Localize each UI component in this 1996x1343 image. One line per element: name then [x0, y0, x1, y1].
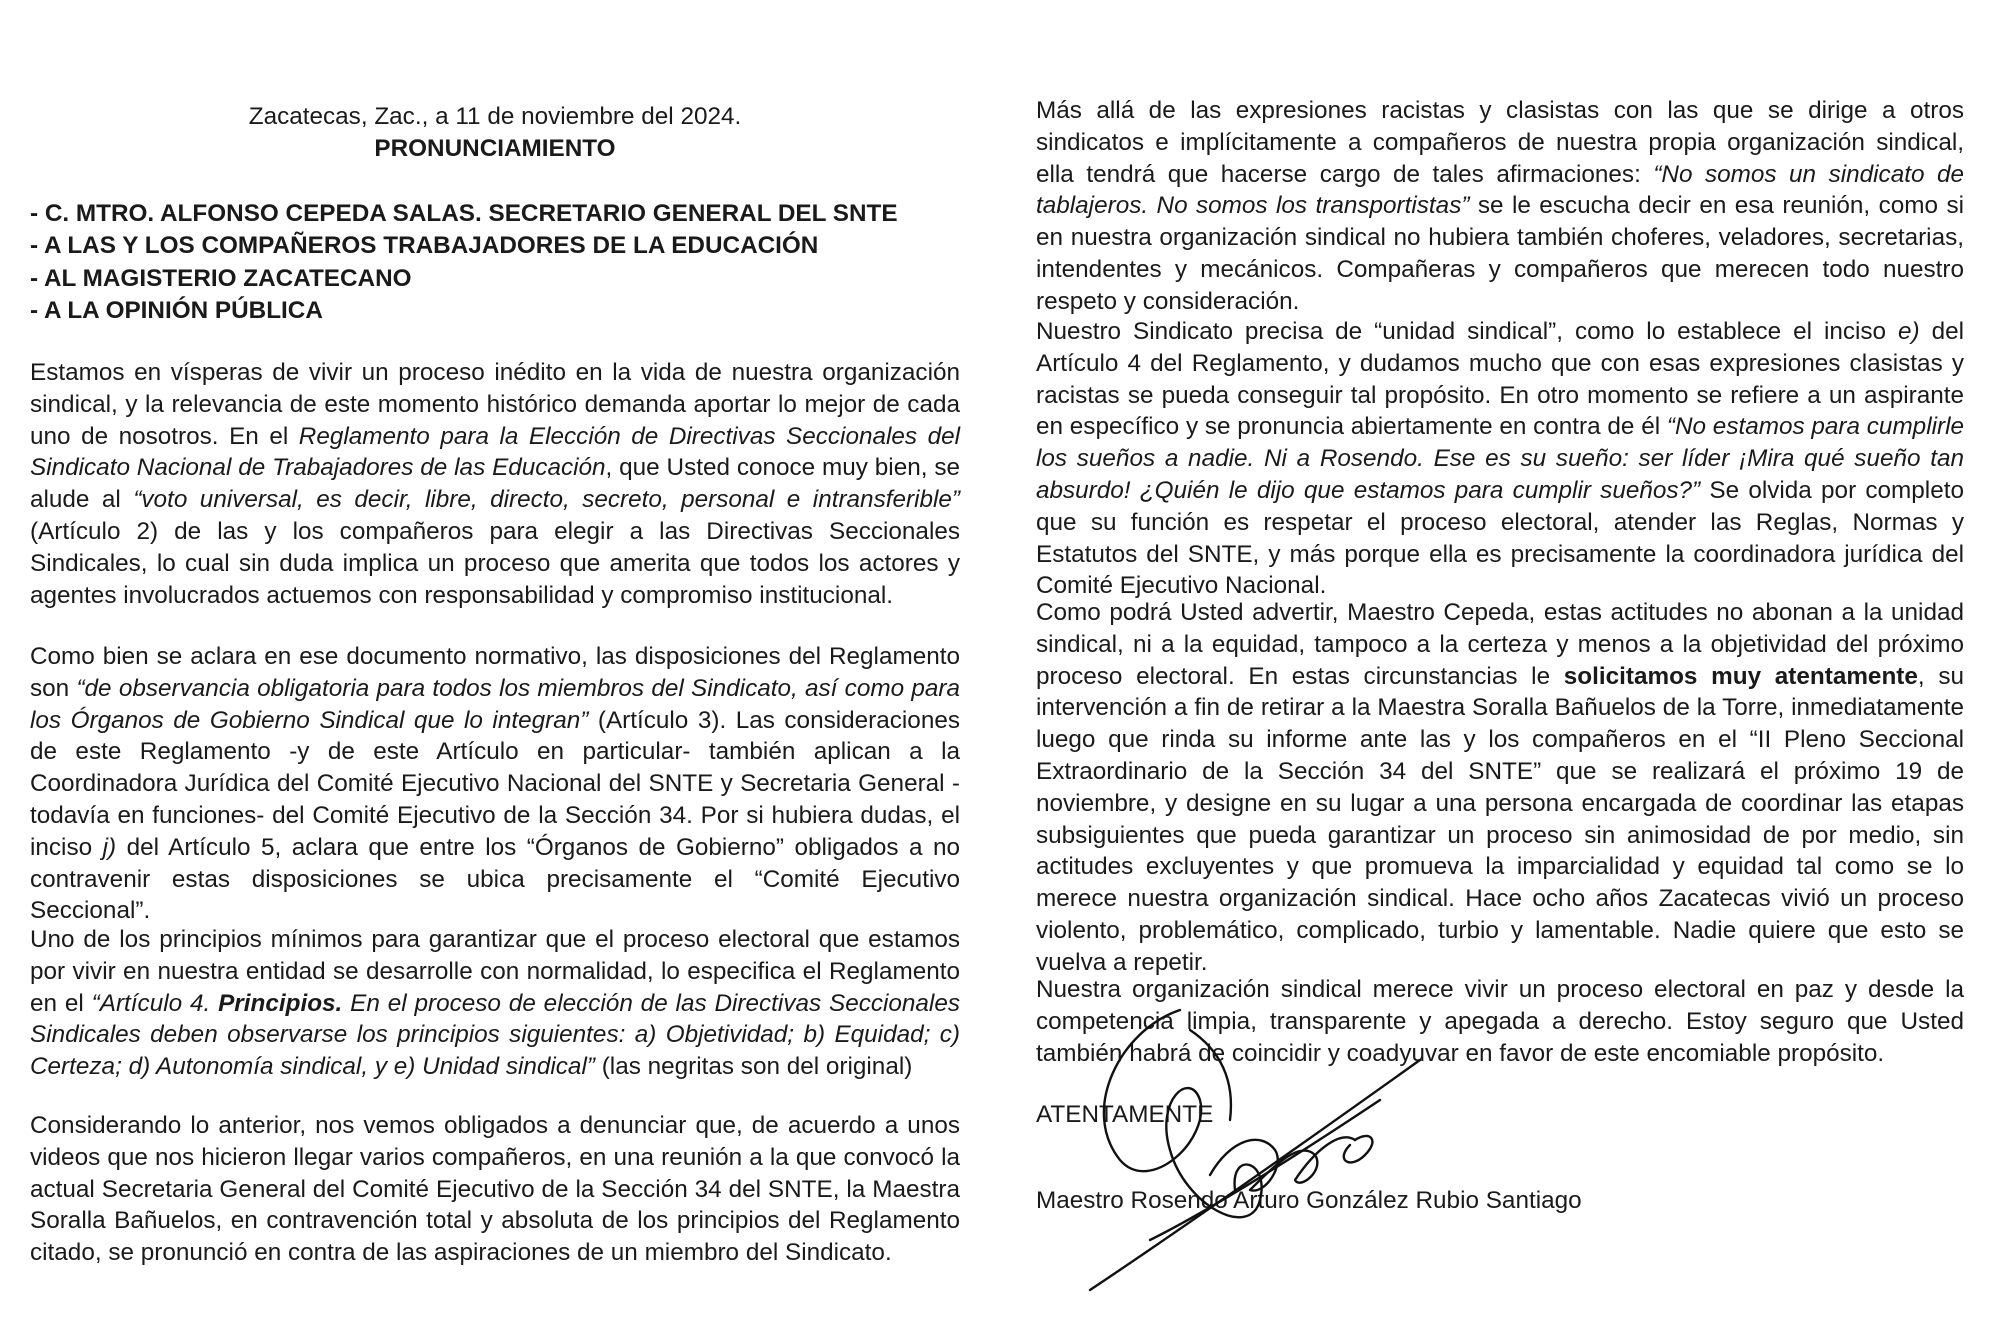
text-run: Uno de los principios mínimos para garantizar que el proceso electoral que estamos por vivir en nuestra entidad se desarrolle con normalidad, lo especifica el Reglamento en el — [30, 926, 960, 1017]
text-run: del Artículo 5, aclara que entre los “Órganos de Gobierno” obligados a no contravenir estas disposiciones se ubica precisamente el “Comité Ejecutivo Seccional”. — [30, 833, 960, 925]
signature-stroke — [1190, 1030, 1231, 1120]
document-title: PRONUNCIAMIENTO — [374, 135, 616, 162]
text-run: (Artículo 3). Las consideraciones de este Reglamento -y de este Artículo en particular- también aplican a la Coordinadora Jurídica del Comité Ejecutivo Nacional del SNTE y Secretaria General -todavía en funciones- del Comité Ejecutivo de la Sección 34. Por si hubiera dudas, el inciso — [30, 706, 960, 861]
text-run: Considerando lo anterior, nos vemos obligados a denunciar que, de acuerdo a unos videos que nos hicieron llegar varios compañeros, en una reunión a la que convocó la actual Secretaria General del Comité Ejecutivo de la Sección 34 del SNTE, la Maestra Soralla Bañuelos, en contravención total y absoluta de los principios del Reglamento citado, se pronunció en contra de las aspiraciones de un miembro del Sindicato. — [30, 1112, 960, 1267]
addressee-list — [30, 198, 960, 327]
addressee-line: - A LAS Y LOS COMPAÑEROS TRABAJADORES DE LA EDUCACIÓN — [30, 232, 819, 260]
document-date: Zacatecas, Zac., a 11 de noviembre del 2024. — [248, 103, 742, 130]
addressee-line: - C. MTRO. ALFONSO CEPEDA SALAS. SECRETARIO GENERAL DEL SNTE — [30, 200, 898, 227]
text-run: del Artículo 4 del Reglamento, y dudamos mucho que con esas expresiones clasistas y racistas se pueda conseguir tal propósito. En otro momento se refiere a un aspirante en específico y se pronuncia abiertamente en contra de él — [1036, 318, 1964, 441]
signature-stroke — [1344, 1136, 1373, 1162]
text-run-italic: j) — [102, 833, 117, 861]
text-run-italic: “voto universal, es decir, libre, directo, secreto, personal e intransferible” — [133, 486, 960, 514]
text-run: Se olvida por completo que su función es respetar el proceso electoral, atender las Reglas, Normas y Estatutos del SNTE, y más porque ella es precisamente la coordinadora jurídica del Comité Ejecutivo Nacional. — [1036, 476, 1964, 600]
signer-name: Maestro Rosendo Arturo González Rubio Santiago — [1036, 1187, 1582, 1214]
text-run: se le escucha decir en esa reunión, como si en nuestra organización sindical no hubiera también choferes, veladores, secretarias, intendentes y mecánicos. Compañeras y compañeros que merecen todo nuestro respeto y consideración. — [1036, 192, 1964, 315]
handwritten-signature — [1060, 990, 1440, 1310]
paragraph-regulation — [30, 641, 960, 927]
text-run-bold: solicitamos muy atentamente — [1563, 662, 1918, 690]
addressee-line: - A LA OPINIÓN PÚBLICA — [30, 296, 323, 324]
text-run: Nuestro Sindicato precisa de “unidad sindical”, como lo establece el inciso — [1036, 318, 1899, 345]
text-run: (Artículo 2) de las y los compañeros para elegir a las Directivas Seccionales Sindicales, lo cual sin duda implica un proceso que amerita que todos los actores y agentes involucrados actuemos con responsabilidad y compromiso institucional. — [30, 517, 960, 609]
text-run-italic: “de observancia obligatoria para todos los miembros del Sindicato, así como para los Órganos de Gobierno Sindical que lo integran” — [30, 674, 960, 734]
text-run: , que Usted conoce muy bien, se alude al — [30, 454, 960, 514]
paragraph-racist-remarks — [1036, 95, 1964, 318]
text-run-italic: “Artículo 4. — [91, 989, 219, 1017]
text-run: (las negritas son del original) — [594, 1053, 913, 1081]
paragraph-unity — [1036, 316, 1964, 602]
text-run-bold-italic: Principios. — [218, 989, 343, 1017]
text-run: Como podrá Usted advertir, Maestro Cepeda, estas actitudes no abonan a la unidad sindical, ni a la equidad, tampoco a la certeza y menos a la objetividad del próximo proceso electoral. En estas circunstancias le — [1036, 599, 1964, 690]
closing-salutation: ATENTAMENTE — [1036, 1101, 1214, 1128]
text-run: Nuestra organización sindical merece vivir un proceso electoral en paz y desde la competencia limpia, transparente y apegada a derecho. Estoy seguro que Usted también habrá de coincidir y coadyuvar en favor de este encomiable propósito. — [1036, 976, 1964, 1067]
text-run-italic: “No somos un sindicato de tablajeros. No somos los transportistas” — [1036, 160, 1964, 220]
paragraph-intro — [30, 357, 960, 611]
text-run: Más allá de las expresiones racistas y clasistas con las que se dirige a otros sindicatos e implícitamente a compañeros de nuestra propia organización sindical, ella tendrá que hacerse cargo de tales afirmaciones: — [1036, 97, 1964, 188]
signature-stroke — [1090, 1060, 1420, 1290]
addressee-line: - AL MAGISTERIO ZACATECANO — [30, 264, 412, 292]
text-run-italic: e) — [1898, 318, 1920, 345]
paragraph-request — [1036, 597, 1964, 979]
text-run: Estamos en vísperas de vivir un proceso inédito en la vida de nuestra organización sindical, y la relevancia de este momento histórico demanda aportar lo mejor de cada uno de nosotros. En el — [30, 359, 960, 450]
text-run-italic: “No estamos para cumplirle los sueños a nadie. Ni a Rosendo. Ese es su sueño: ser líder ¡Mira qué sueño tan absurdo! ¿Quién le dijo que estamos para cumplir sueños?” — [1036, 413, 1964, 504]
text-run: Como bien se aclara en ese documento normativo, las disposiciones del Reglamento son — [30, 643, 960, 702]
text-run: , su intervención a fin de retirar a la Maestra Soralla Bañuelos de la Torre, inmediatamente luego que rinda su informe ante las y los compañeros en el “II Pleno Seccional Extraordinario de la Sección 34 del SNTE” que se realizará el próximo 19 de noviembre, y designe en su lugar a una persona encargada de coordinar las etapas subsiguientes que pueda garantizar un proceso sin animosidad de por medio, sin actitudes excluyentes y que promueva la imparcialidad y equidad tal como se lo merece nuestra organización sindical. Hace ocho años Zacatecas vivió un proceso violento, problemático, complicado, turbio y lamentable. Nadie quiere que esto se vuelva a repetir. — [1036, 662, 1964, 976]
signature-stroke — [1104, 1010, 1262, 1217]
text-run-italic: Reglamento para la Elección de Directivas Seccionales del Sindicato Nacional de Trabajadores de las Educación — [30, 422, 960, 482]
paragraph-denounce — [30, 1110, 960, 1269]
text-run-italic: En el proceso de elección de las Directivas Seccionales Sindicales deben observarse los principios siguientes: a) Objetividad; b) Equidad; c) Certeza; d) Autonomía sindical, y e) Unidad sindical” — [30, 989, 960, 1081]
paragraph-principles — [30, 924, 960, 1083]
